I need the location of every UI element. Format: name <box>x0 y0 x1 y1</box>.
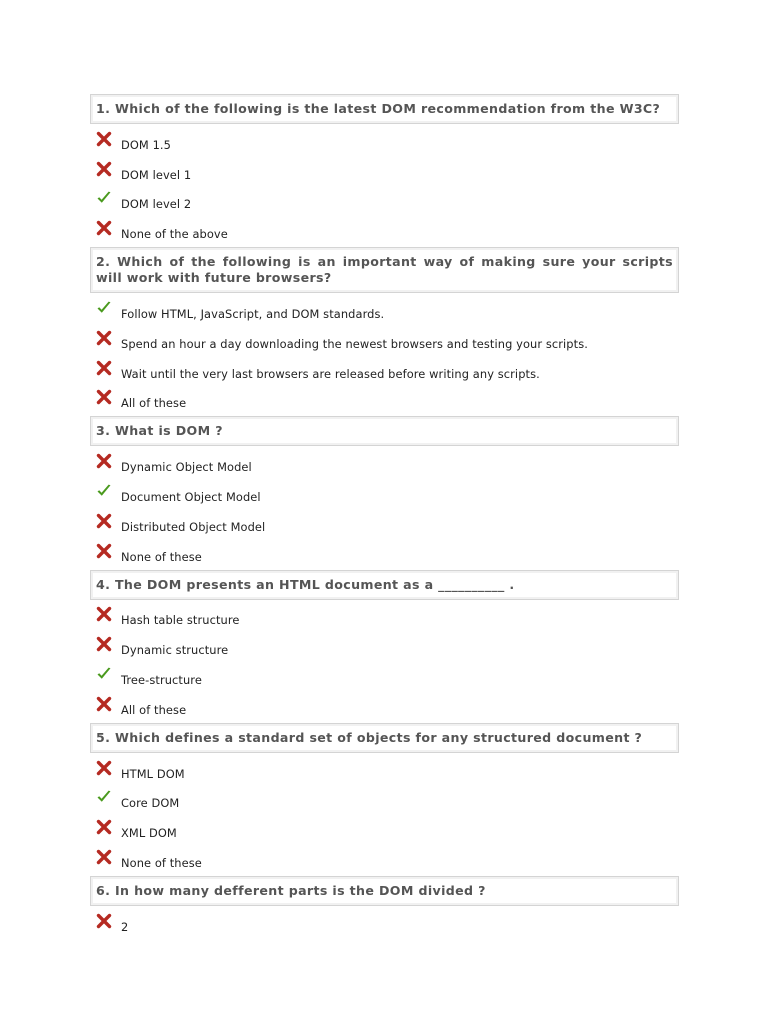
cross-icon <box>95 818 113 836</box>
answer-option <box>90 217 679 247</box>
question-block <box>90 247 679 416</box>
answer-label: All of these <box>121 396 187 411</box>
answer-label: Follow HTML, JavaScript, and DOM standards. <box>121 307 385 322</box>
answer-option <box>90 510 679 540</box>
answer-label: None of these <box>121 549 202 564</box>
answer-label: Core DOM <box>121 796 180 811</box>
answer-option <box>90 297 679 327</box>
answer-option <box>90 846 679 876</box>
answer-label: 2 <box>121 919 129 934</box>
check-icon <box>95 788 113 806</box>
cross-icon <box>95 512 113 530</box>
question-block <box>90 723 679 876</box>
question-block <box>90 416 679 569</box>
answer-option <box>90 158 679 188</box>
answer-option <box>90 693 679 723</box>
question-block <box>90 570 679 723</box>
cross-icon <box>95 160 113 178</box>
answer-label: None of the above <box>121 227 228 242</box>
answer-option <box>90 357 679 387</box>
answer-label: HTML DOM <box>121 766 185 781</box>
cross-icon <box>95 912 113 930</box>
answer-label: Dynamic Object Model <box>121 460 252 475</box>
cross-icon <box>95 388 113 406</box>
cross-icon <box>95 130 113 148</box>
cross-icon <box>95 542 113 560</box>
answer-option <box>90 387 679 417</box>
question-text: 6. In how many defferent parts is the DOM divided ? <box>90 876 679 906</box>
cross-icon <box>95 329 113 347</box>
answer-label: Dynamic structure <box>121 643 229 658</box>
answer-option <box>90 663 679 693</box>
question-text: 5. Which defines a standard set of objects for any structured document ? <box>90 723 679 753</box>
question-block <box>90 94 679 247</box>
check-icon <box>95 299 113 317</box>
answer-option <box>90 910 679 940</box>
cross-icon <box>95 759 113 777</box>
cross-icon <box>95 359 113 377</box>
question-text: 4. The DOM presents an HTML document as a __________ . <box>90 570 679 600</box>
answer-label: Tree-structure <box>121 673 202 688</box>
cross-icon <box>95 452 113 470</box>
question-text: 3. What is DOM ? <box>90 416 679 446</box>
answer-option <box>90 633 679 663</box>
answer-option <box>90 128 679 158</box>
cross-icon <box>95 219 113 237</box>
answer-label: DOM 1.5 <box>121 137 172 152</box>
cross-icon <box>95 695 113 713</box>
answer-label: Hash table structure <box>121 613 240 628</box>
check-icon <box>95 665 113 683</box>
answer-option <box>90 757 679 787</box>
quiz-document <box>90 94 679 940</box>
answer-label: XML DOM <box>121 826 177 841</box>
answer-label: None of these <box>121 856 202 871</box>
answer-option <box>90 480 679 510</box>
question-block <box>90 876 679 940</box>
answer-option <box>90 787 679 817</box>
answer-label: DOM level 2 <box>121 197 192 212</box>
answer-option <box>90 450 679 480</box>
answer-option <box>90 327 679 357</box>
check-icon <box>95 482 113 500</box>
answer-label: All of these <box>121 702 187 717</box>
cross-icon <box>95 848 113 866</box>
answer-option <box>90 188 679 218</box>
answer-label: Spend an hour a day downloading the newest browsers and testing your scripts. <box>121 336 588 351</box>
answer-option <box>90 540 679 570</box>
check-icon <box>95 189 113 207</box>
answer-label: Distributed Object Model <box>121 519 266 534</box>
question-text: 2. Which of the following is an important way of making sure your scripts will work with future browsers? <box>90 247 679 293</box>
answer-option <box>90 816 679 846</box>
answer-option <box>90 604 679 634</box>
cross-icon <box>95 635 113 653</box>
cross-icon <box>95 605 113 623</box>
answer-label: DOM level 1 <box>121 167 192 182</box>
question-text: 1. Which of the following is the latest DOM recommendation from the W3C? <box>90 94 679 124</box>
answer-label: Wait until the very last browsers are released before writing any scripts. <box>121 366 540 381</box>
answer-label: Document Object Model <box>121 490 261 505</box>
